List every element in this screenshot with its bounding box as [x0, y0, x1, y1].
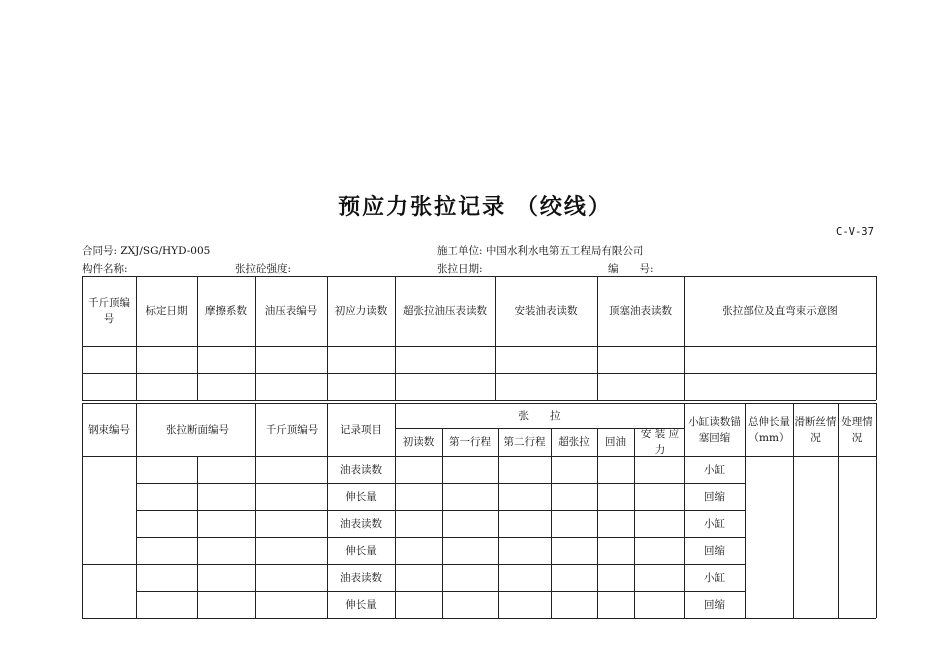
row-side-item: 小缸	[704, 463, 725, 476]
table-rule	[136, 456, 137, 618]
table-rule	[136, 403, 137, 456]
header-strand-no: 钢束编号	[88, 423, 130, 436]
table-rule	[597, 456, 598, 618]
header-2: 摩擦系数	[205, 305, 247, 317]
table-rule	[255, 276, 256, 400]
contract-number: 合同号: ZXJ/SG/HYD-005	[82, 245, 211, 257]
table-rule	[684, 276, 685, 400]
table-rule	[634, 428, 635, 456]
table-rule	[495, 276, 496, 400]
contractor: 施工单位: 中国水利水电第五工程局有限公司	[437, 245, 644, 257]
row-side-item: 回缩	[704, 544, 725, 557]
header-small-cylinder: 小缸读数锚塞回缩	[688, 415, 741, 444]
header-over: 超张拉	[558, 436, 590, 448]
header-tension: 张 拉	[518, 409, 561, 422]
table-rule	[395, 276, 396, 400]
table-rule	[255, 403, 256, 456]
header-1: 标定日期	[145, 305, 188, 317]
table-rule	[442, 456, 443, 618]
header-record-item: 记录项目	[340, 423, 382, 436]
header-3: 油压表编号	[264, 305, 318, 317]
row-record-item: 油表读数	[340, 517, 382, 530]
header-total-elongation: 总伸长量（mm）	[748, 415, 790, 444]
table-rule	[136, 537, 745, 538]
table-rule	[745, 456, 746, 618]
table-rule	[634, 456, 635, 618]
header-0: 千斤顶编号	[88, 297, 130, 325]
table-rule	[793, 456, 794, 618]
table-rule	[597, 276, 598, 400]
form-code: C-V-37	[836, 226, 874, 238]
table-rule	[255, 456, 256, 618]
header-4: 初应力读数	[334, 305, 388, 317]
header-return: 回油	[605, 436, 626, 448]
table-rule	[136, 276, 137, 400]
table-rule	[838, 456, 839, 618]
header-5: 超张拉油压表读数	[403, 305, 487, 317]
table-rule	[498, 456, 499, 618]
table-rule	[136, 591, 745, 592]
table-rule	[876, 403, 877, 456]
header-jack-no: 千斤顶编号	[265, 423, 319, 436]
row-record-item: 伸长量	[345, 598, 377, 611]
table-rule	[197, 456, 198, 618]
header-6: 安装油表读数	[514, 305, 578, 317]
table-rule	[876, 276, 877, 400]
table-rule	[197, 276, 198, 400]
table-rule	[82, 564, 136, 565]
header-install: 安 装 应力	[640, 428, 680, 456]
table-rule	[82, 456, 876, 457]
table-rule	[136, 564, 745, 565]
row-side-item: 小缸	[704, 571, 725, 584]
table-rule	[684, 403, 685, 456]
table-rule	[82, 276, 83, 400]
table-rule	[82, 373, 876, 374]
header-8: 张拉部位及直弯束示意图	[722, 305, 838, 317]
table-rule	[395, 456, 396, 618]
row-record-item: 伸长量	[345, 544, 377, 557]
tension-date: 张拉日期:	[437, 263, 483, 275]
header-section-no: 张拉断面编号	[166, 423, 229, 436]
header-initial: 初读数	[402, 436, 435, 448]
table-rule	[876, 456, 877, 618]
row-record-item: 伸长量	[345, 490, 377, 503]
header-stroke1: 第一行程	[449, 436, 491, 448]
row-side-item: 回缩	[704, 490, 725, 503]
table-rule	[136, 483, 745, 484]
document-title: 预应力张拉记录 （绞线）	[338, 194, 612, 220]
header-slip: 滑断丝情况	[794, 415, 837, 444]
header-7: 顶塞油表读数	[609, 305, 672, 317]
record-number: 编 号:	[608, 263, 654, 275]
table-rule	[136, 510, 745, 511]
row-side-item: 回缩	[704, 598, 725, 611]
header-handling: 处理情况	[841, 415, 873, 444]
table-rule	[82, 400, 876, 401]
table-rule	[327, 276, 328, 400]
row-record-item: 油表读数	[340, 571, 382, 584]
header-stroke2: 第二行程	[503, 436, 546, 448]
row-side-item: 小缸	[704, 517, 725, 530]
table-rule	[82, 618, 876, 619]
table-rule	[82, 346, 876, 347]
concrete-strength: 张拉砼强度:	[235, 263, 292, 275]
table-rule	[551, 456, 552, 618]
row-record-item: 油表读数	[340, 463, 382, 476]
member-name: 构件名称:	[82, 263, 128, 275]
table-rule	[82, 456, 83, 618]
